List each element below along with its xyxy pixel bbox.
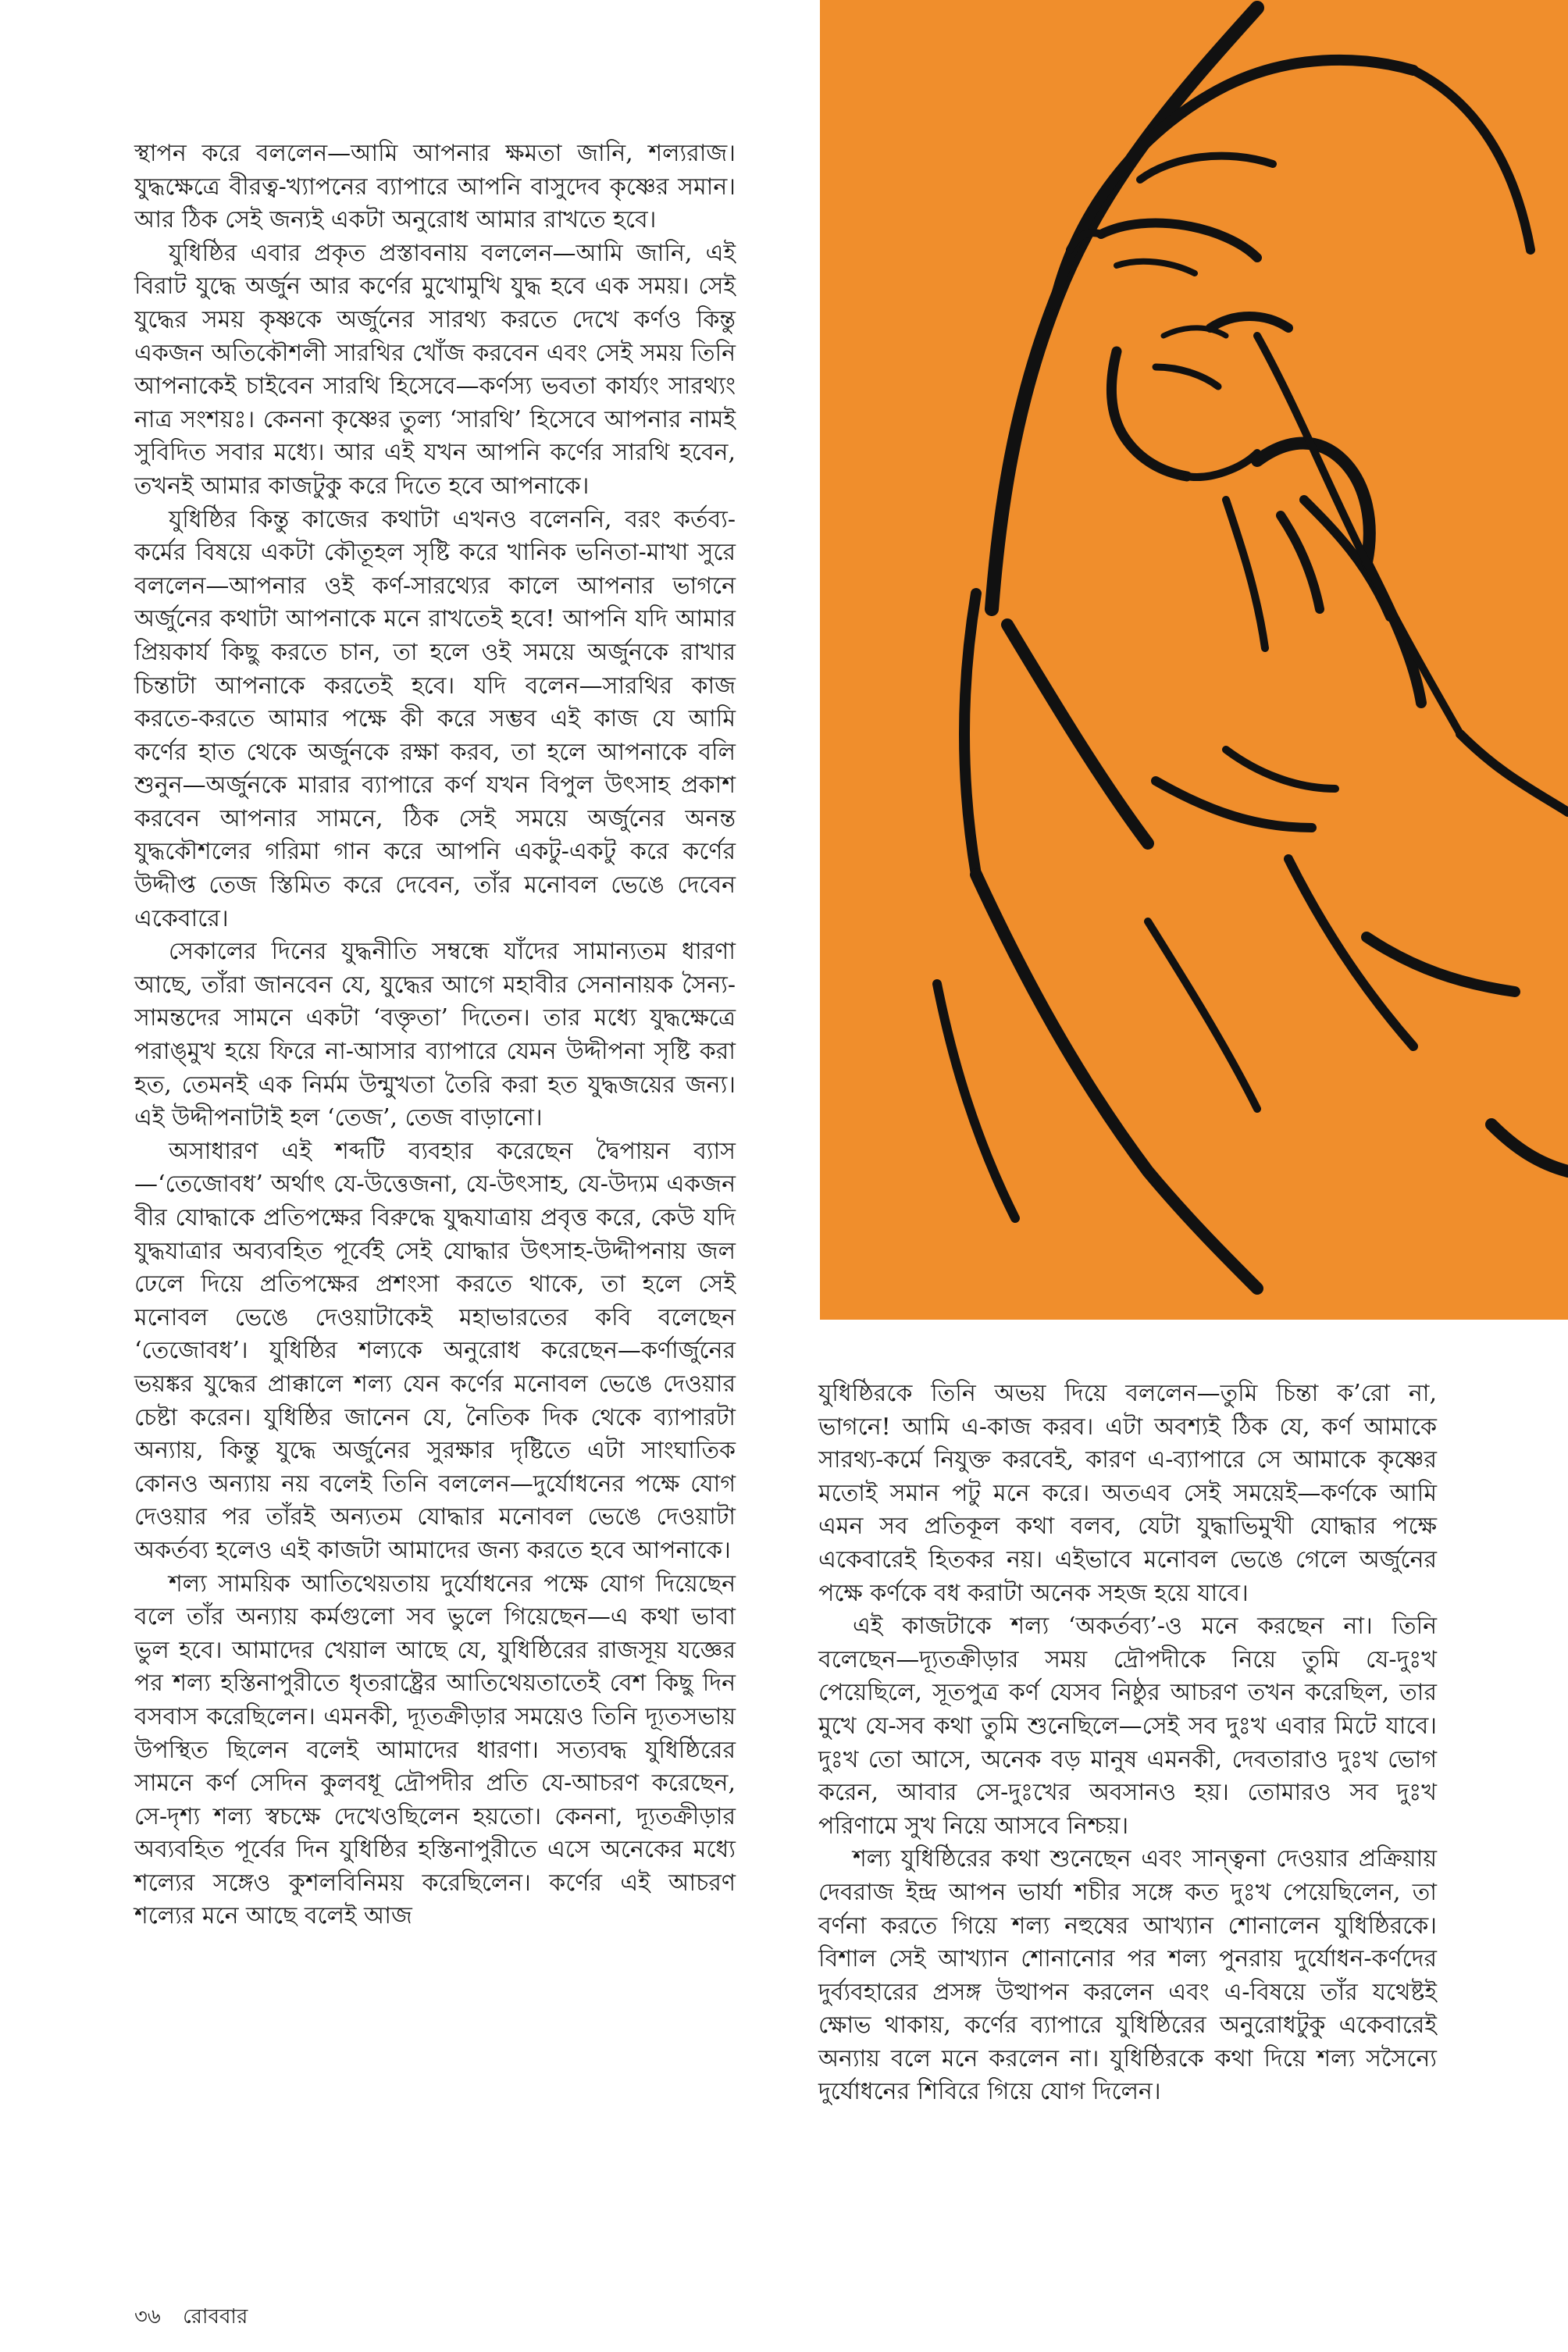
article-column-right [818,1377,1437,2182]
article-paragraph: এই কাজটাকে শল্য ‘অকর্তব্য’-ও মনে করছেন না। তিনি বলেছেন—দ্যূতক্রীড়ার সময় দ্রৌপদীকে নিয়ে তুমি যে-দুঃখ পেয়েছিলে, সূতপুত্র কর্ণ যেসব নিষ্ঠুর আচরণ তখন করেছিল, তার মুখে যে-সব কথা তুমি শুনেছিলে—সেই সব দুঃখ এবার মিটে যাবে। দুঃখ তো আসে, অনেক বড় মানুষ এমনকী, দেবতারাও দুঃখ ভোগ করেন, আবার সে-দুঃখের অবসানও হয়। তোমারও সব দুঃখ পরিণামে সুখ নিয়ে আসবে নিশ্চয়। [818,1613,1437,1840]
line-art-figure-portrait-icon [820,0,1568,1320]
article-paragraph: শল্য যুধিষ্ঠিরের কথা শুনেছেন এবং সান্ত্বনা দেওয়ার প্রক্রিয়ায় দেবরাজ ইন্দ্র আপন ভার্যা শচীর সঙ্গে কত দুঃখ পেয়েছিলেন, তা বর্ণনা করতে গিয়ে শল্য নহুষের আখ্যান শোনালেন যুধিষ্ঠিরকে। বিশাল সেই আখ্যান শোনানোর পর শল্য পুনরায় দুর্যোধন-কর্ণদের দুর্ব্যবহারের প্রসঙ্গ উত্থাপন করলেন এবং এ-বিষয়ে তাঁর যথেষ্টই ক্ষোভ থাকায়, কর্ণের ব্যাপারে যুধিষ্ঠিরের অনুরোধটুকু একেবারেই অন্যায় বলে মনে করলেন না। যুধিষ্ঠিরকে কথা দিয়ে শল্য সসৈন্যে দুর্যোধনের শিবিরে গিয়ে যোগ দিলেন। [818,1845,1437,2106]
article-column-left [134,137,736,2160]
article-paragraph: যুধিষ্ঠির এবার প্রকৃত প্রস্তাবনায় বললেন—আমি জানি, এই বিরাট যুদ্ধে অর্জুন আর কর্ণের মুখোমুখি যুদ্ধ হবে এক সময়। সেই যুদ্ধের সময় কৃষ্ণকে অর্জুনের সারথ্য করতে দেখে কর্ণও কিন্তু একজন অতিকৌশলী সারথির খোঁজ করবেন এবং সেই সময় তিনি আপনাকেই চাইবেন সারথি হিসেবে—কর্ণস্য ভবতা কার্য্যং সারথ্যং নাত্র সংশয়ঃ। কেননা কৃষ্ণের তুল্য ‘সারথি’ হিসেবে আপনার নামই সুবিদিত সবার মধ্যে। আর এই যখন আপনি কর্ণের সারথি হবেন, তখনই আমার কাজটুকু করে দিতে হবে আপনাকে। [134,239,736,500]
magazine-name: রোববার [183,2305,248,2329]
page-number: ৩৬ [134,2305,161,2329]
article-paragraph: শল্য সাময়িক আতিথেয়তায় দুর্যোধনের পক্ষে যোগ দিয়েছেন বলে তাঁর অন্যায় কর্মগুলো সব ভুলে গিয়েছেন—এ কথা ভাবা ভুল হবে। আমাদের খেয়াল আছে যে, যুধিষ্ঠিরের রাজসূয় যজ্ঞের পর শল্য হস্তিনাপুরীতে ধৃতরাষ্ট্রের আতিথেয়তাতেই বেশ কিছু দিন বসবাস করেছিলেন। এমনকী, দ্যূতক্রীড়ার সময়েও তিনি দ্যূতসভায় উপস্থিত ছিলেন বলেই আমাদের ধারণা। সত্যবদ্ধ যুধিষ্ঠিরের সামনে কর্ণ সেদিন কুলবধূ দ্রৌপদীর প্রতি যে-আচরণ করেছেন, সে-দৃশ্য শল্য স্বচক্ষে দেখেওছিলেন হয়তো। কেননা, দ্যূতক্রীড়ার অব্যবহিত পূর্বের দিন যুধিষ্ঠির হস্তিনাপুরীতে এসে অনেকের মধ্যে শল্যের সঙ্গেও কুশলবিনিময় করেছিলেন। কর্ণের এই আচরণ শল্যের মনে আছে বলেই আজ [134,1570,736,1930]
page-footer [134,2300,263,2335]
article-paragraph: অসাধারণ এই শব্দটি ব্যবহার করেছেন দ্বৈপায়ন ব্যাস—‘তেজোবধ’ অর্থাৎ যে-উত্তেজনা, যে-উৎসাহ, যে-উদ্যম একজন বীর যোদ্ধাকে প্রতিপক্ষের বিরুদ্ধে যুদ্ধযাত্রায় প্রবৃত্ত করে, কেউ যদি যুদ্ধযাত্রার অব্যবহিত পূর্বেই সেই যোদ্ধার উৎসাহ-উদ্দীপনায় জল ঢেলে দিয়ে প্রতিপক্ষের প্রশংসা করতে থাকে, তা হলে সেই মনোবল ভেঙে দেওয়াটাকেই মহাভারতের কবি বলেছেন ‘তেজোবধ’। যুধিষ্ঠির শল্যকে অনুরোধ করেছেন—কর্ণার্জুনের ভয়ঙ্কর যুদ্ধের প্রাক্কালে শল্য যেন কর্ণের মনোবল ভেঙে দেওয়ার চেষ্টা করেন। যুধিষ্ঠির জানেন যে, নৈতিক দিক থেকে ব্যাপারটা অন্যায়, কিন্তু যুদ্ধে অর্জুনের সুরক্ষার দৃষ্টিতে এটা সাংঘাতিক কোনও অন্যায় নয় বলেই তিনি বললেন—দুর্যোধনের পক্ষে যোগ দেওয়ার পর তাঁরই অন্যতম যোদ্ধার মনোবল ভেঙে দেওয়াটা অকর্তব্য হলেও এই কাজটা আমাদের জন্য করতে হবে আপনাকে। [134,1137,736,1564]
article-paragraph: যুধিষ্ঠিরকে তিনি অভয় দিয়ে বললেন—তুমি চিন্তা ক’রো না, ভাগনে! আমি এ-কাজ করব। এটা অবশ্যই ঠিক যে, কর্ণ আমাকে সারথ্য-কর্মে নিযুক্ত করবেই, কারণ এ-ব্যাপারে সে আমাকে কৃষ্ণের মতোই সমান পটু মনে করে। অতএব সেই সময়েই—কর্ণকে আমি এমন সব প্রতিকূল কথা বলব, যেটা যুদ্ধাভিমুখী যোদ্ধার পক্ষে একেবারেই হিতকর নয়। এইভাবে মনোবল ভেঙে গেলে অর্জুনের পক্ষে কর্ণকে বধ করাটা অনেক সহজ হয়ে যাবে। [818,1380,1437,1607]
article-paragraph: স্থাপন করে বললেন—আমি আপনার ক্ষমতা জানি, শল্যরাজ। যুদ্ধক্ষেত্রে বীরত্ব-খ্যাপনের ব্যাপারে আপনি বাসুদেব কৃষ্ণের সমান। আর ঠিক সেই জন্যই একটা অনুরোধ আমার রাখতে হবে। [134,140,736,234]
illustration [820,0,1568,1320]
article-paragraph: যুধিষ্ঠির কিন্তু কাজের কথাটা এখনও বলেননি, বরং কর্তব্য-কর্মের বিষয়ে একটা কৌতূহল সৃষ্টি করে খানিক ভনিতা-মাখা সুরে বললেন—আপনার ওই কর্ণ-সারথ্যের কালে আপনার ভাগনে অর্জুনের কথাটা আপনাকে মনে রাখতেই হবে! আপনি যদি আমার প্রিয়কার্য কিছু করতে চান, তা হলে ওই সময়ে অর্জুনকে রাখার চিন্তাটা আপনাকে করতেই হবে। যদি বলেন—সারথির কাজ করতে-করতে আমার পক্ষে কী করে সম্ভব এই কাজ যে আমি কর্ণের হাত থেকে অর্জুনকে রক্ষা করব, তা হলে আপনাকে বলি শুনুন—অর্জুনকে মারার ব্যাপারে কর্ণ যখন বিপুল উৎসাহ প্রকাশ করবেন আপনার সামনে, ঠিক সেই সময়ে অর্জুনের অনন্ত যুদ্ধকৌশলের গরিমা গান করে আপনি একটু-একটু করে কর্ণের উদ্দীপ্ত তেজ স্তিমিত করে দেবেন, তাঁর মনোবল ভেঙে দেবেন একেবারে। [134,505,736,932]
article-paragraph: সেকালের দিনের যুদ্ধনীতি সম্বন্ধে যাঁদের সামান্যতম ধারণা আছে, তাঁরা জানবেন যে, যুদ্ধের আগে মহাবীর সেনানায়ক সৈন্য-সামন্তদের সামনে একটা ‘বক্তৃতা’ দিতেন। তার মধ্যে যুদ্ধক্ষেত্রে পরাঙ্‌মুখ হয়ে ফিরে না-আসার ব্যাপারে যেমন উদ্দীপনা সৃষ্টি করা হত, তেমনই এক নির্মম উন্মুখতা তৈরি করা হত যুদ্ধজয়ের জন্য। এই উদ্দীপনাটাই হল ‘তেজ’, তেজ বাড়ানো। [134,938,736,1132]
